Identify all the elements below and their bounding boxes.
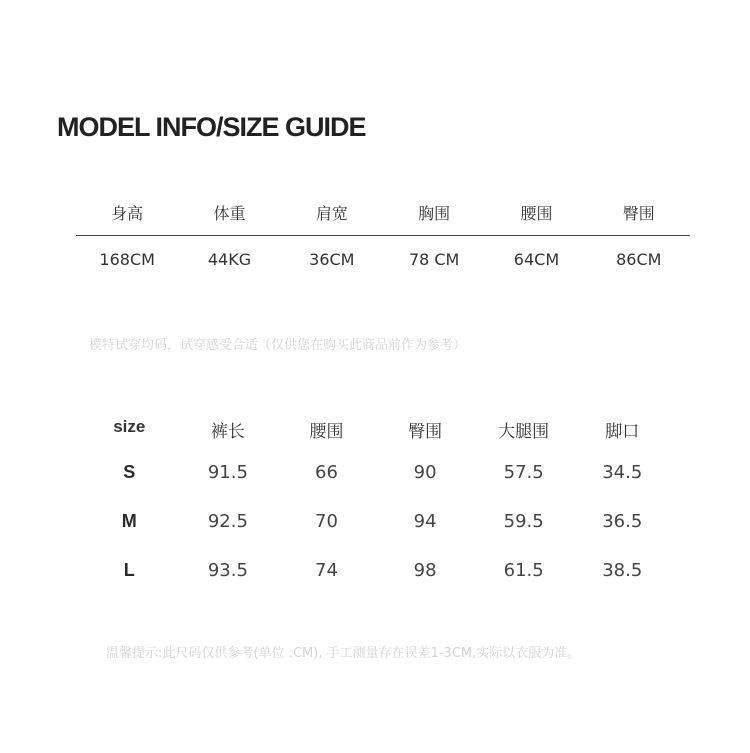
value-bust: 78 CM: [408, 250, 460, 269]
size-cell: 91.5: [207, 462, 248, 483]
size-cell: 70: [315, 511, 338, 532]
size-cell: 93.5: [207, 560, 248, 581]
size-label: S: [123, 462, 136, 482]
size-guide-header-row: [80, 417, 672, 442]
value-hip: 86CM: [616, 250, 662, 269]
size-row-l: [80, 560, 672, 581]
size-row-m: [80, 511, 672, 532]
size-cell: 94: [413, 511, 437, 532]
model-info-header-row: [76, 201, 690, 224]
size-label: M: [121, 511, 137, 531]
size-cell: 98: [413, 560, 437, 581]
measurement-tip: 温馨提示:此尺码仅供参考(单位 :CM), 手工测量存在误差1-3CM,实际以衣服为准。: [106, 646, 581, 661]
size-header-thigh: 大腿围: [498, 422, 550, 442]
size-cell: 34.5: [602, 462, 643, 483]
size-row-s: [80, 462, 672, 483]
size-header-waist: 腰围: [309, 422, 344, 442]
model-note: 模特试穿均码，试穿感受合适（仅供您在购买此商品前作为参考）: [89, 338, 467, 353]
value-height: 168CM: [99, 250, 155, 269]
value-shoulder: 36CM: [309, 250, 355, 269]
header-height: 身高: [111, 204, 144, 223]
size-cell: 66: [315, 462, 338, 483]
size-cell: 61.5: [503, 560, 544, 581]
page-title: MODEL INFO/SIZE GUIDE: [57, 112, 366, 142]
size-label: L: [123, 560, 135, 580]
size-cell: 38.5: [602, 560, 643, 581]
header-waist: 腰围: [520, 204, 553, 223]
size-header-length: 裤长: [210, 422, 245, 442]
header-shoulder: 肩宽: [315, 204, 348, 223]
size-header-hem: 脚口: [605, 422, 640, 442]
size-header-label: size: [113, 417, 146, 436]
size-cell: 36.5: [602, 511, 643, 532]
header-hip: 臀围: [622, 204, 655, 223]
value-weight: 44KG: [207, 250, 252, 269]
header-weight: 体重: [213, 204, 246, 223]
model-info-values-row: [76, 250, 690, 269]
size-cell: 90: [413, 462, 437, 483]
value-waist: 64CM: [513, 250, 560, 269]
size-cell: 92.5: [207, 511, 248, 532]
model-info-divider: [76, 235, 690, 236]
size-cell: 57.5: [503, 462, 544, 483]
size-cell: 59.5: [503, 511, 544, 532]
header-bust: 胸围: [418, 204, 451, 223]
size-cell: 74: [315, 560, 338, 581]
size-header-hip: 臀围: [408, 422, 443, 442]
